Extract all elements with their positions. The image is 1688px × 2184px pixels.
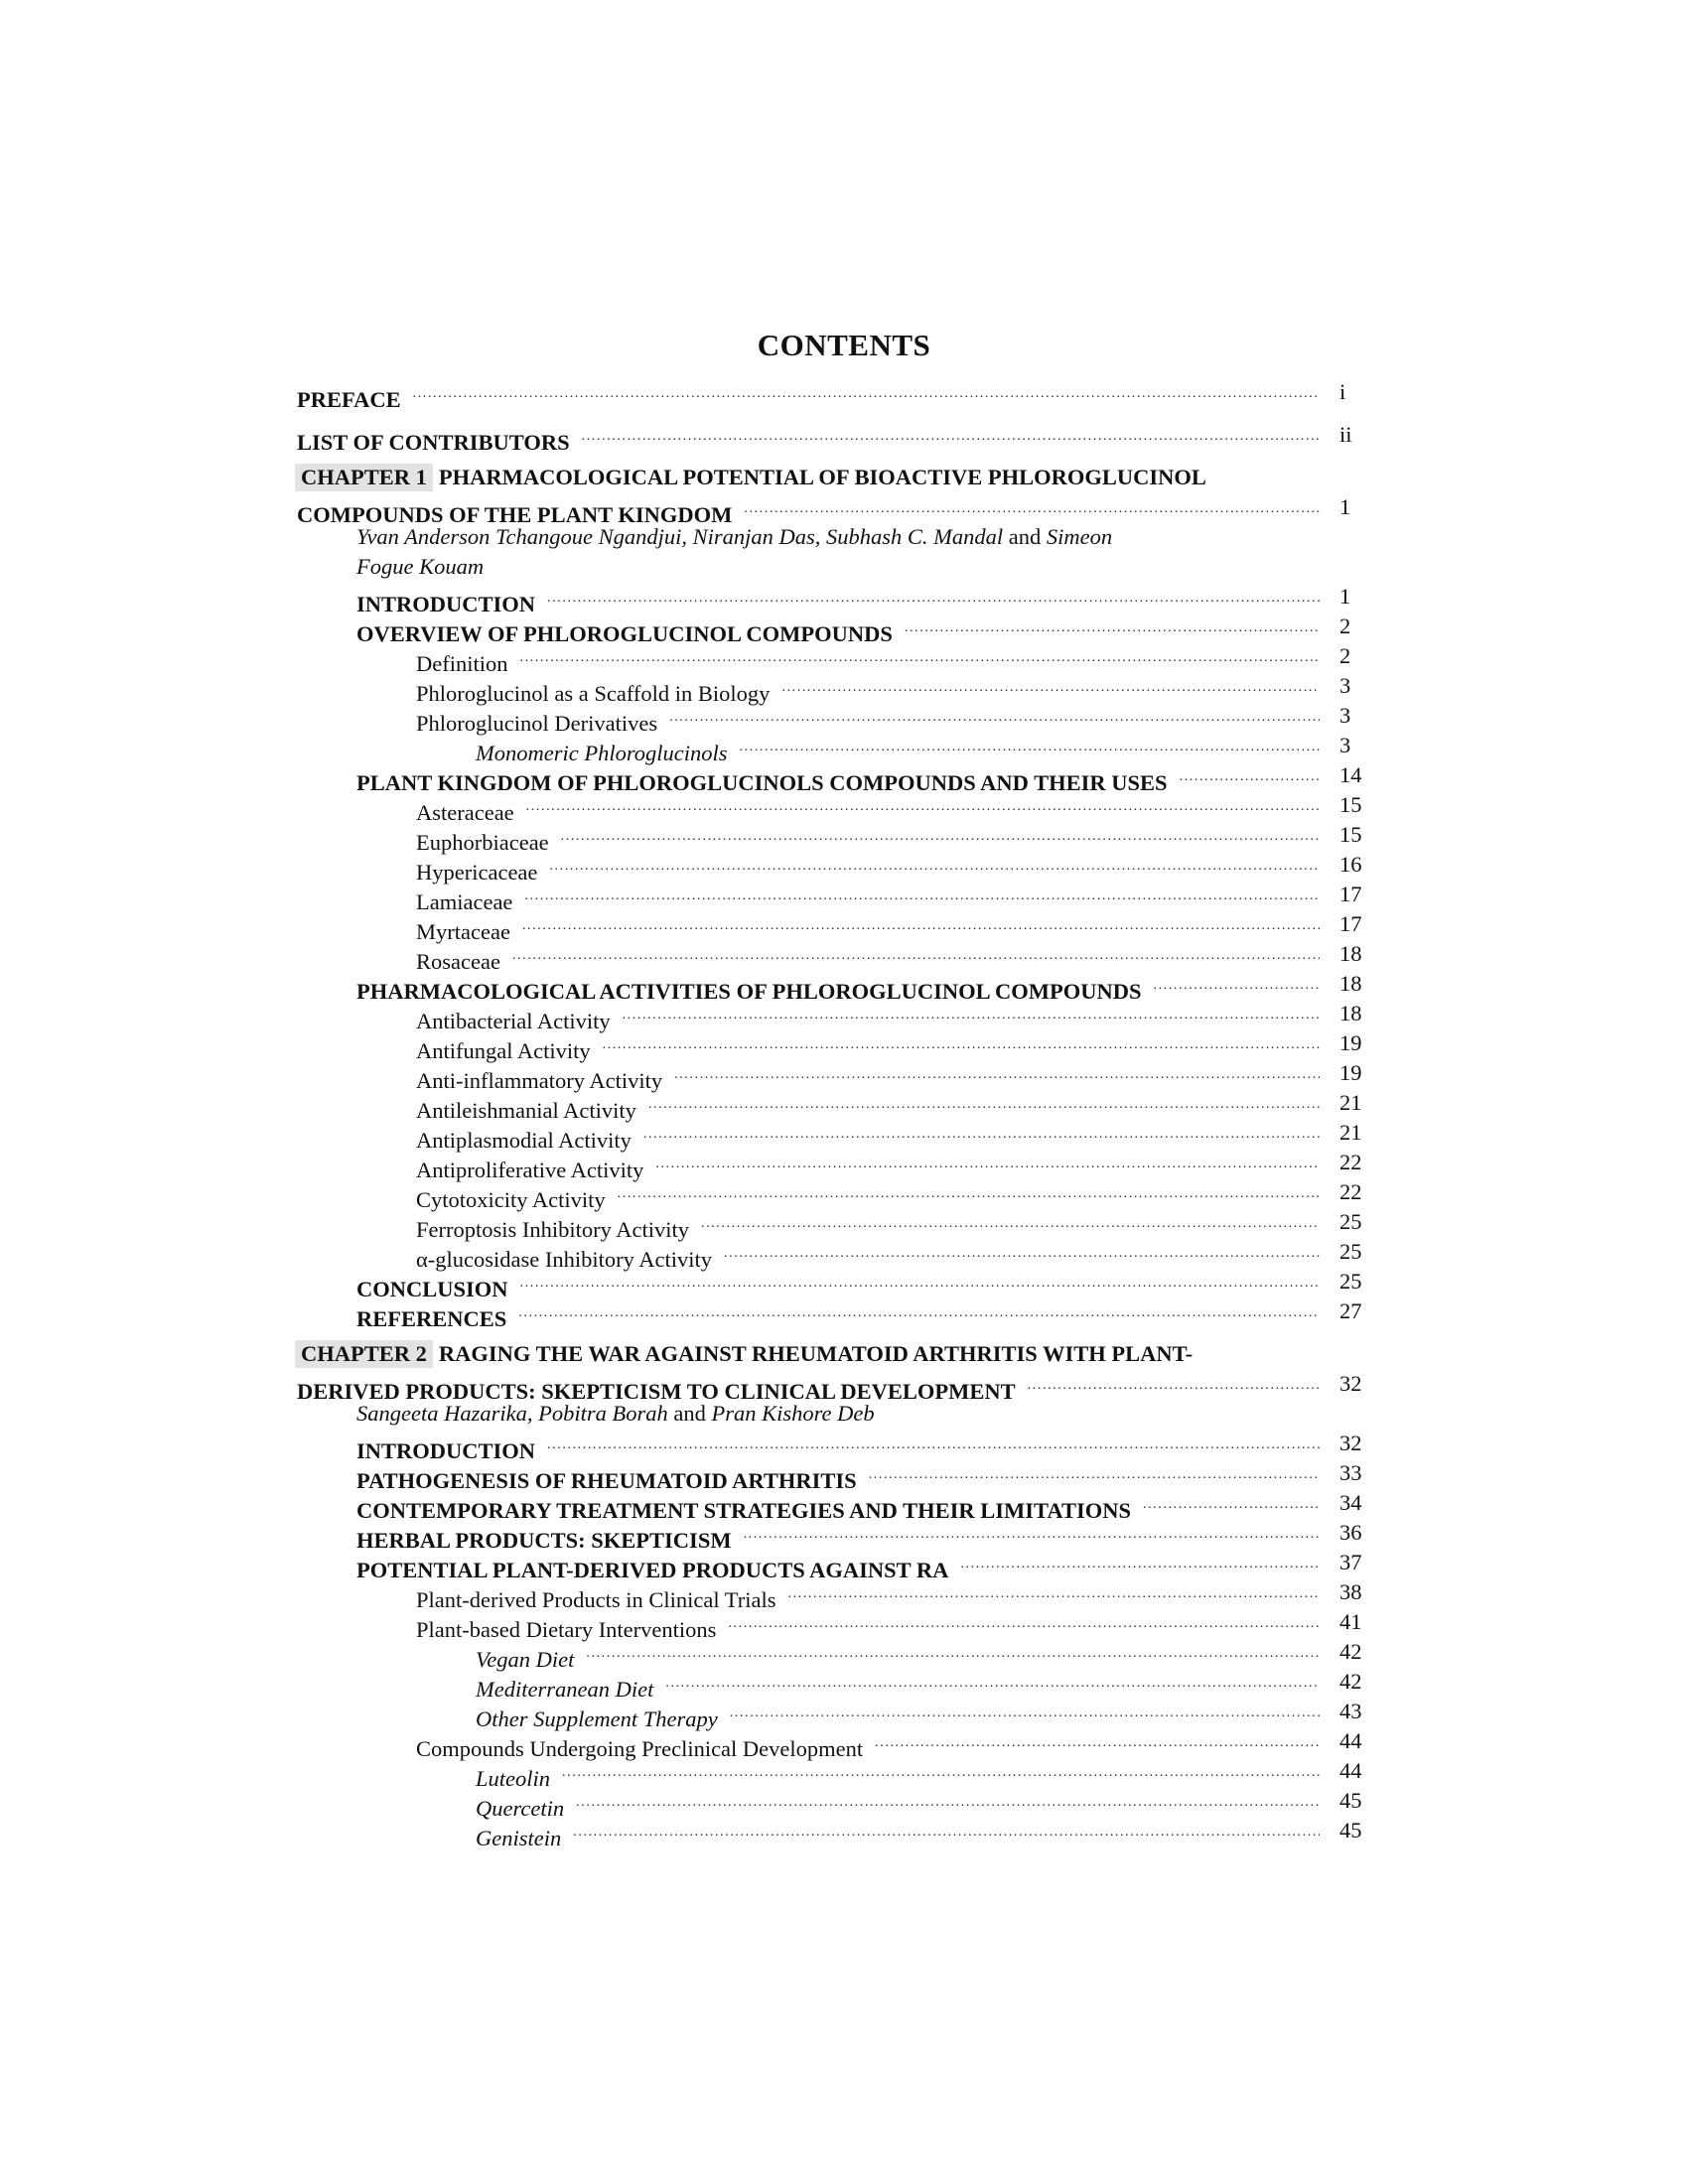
toc-entry-label: POTENTIAL PLANT-DERIVED PRODUCTS AGAINST RA <box>356 1558 949 1582</box>
toc-entry-label: INTRODUCTION <box>356 1438 536 1463</box>
toc-page-number: 15 <box>1339 792 1362 817</box>
toc-page-number: 32 <box>1339 1431 1362 1455</box>
dot-leader <box>524 880 1320 909</box>
toc-page-number: 15 <box>1339 822 1362 847</box>
chapter-title-line: RAGING THE WAR AGAINST RHEUMATOID ARTHRITIS WITH PLANT- <box>438 1341 1194 1366</box>
toc-entry[interactable] <box>297 1637 1379 1672</box>
toc-entry[interactable] <box>297 641 1379 676</box>
toc-page-number: 44 <box>1339 1758 1362 1783</box>
toc-entry-label: Ferroptosis Inhibitory Activity <box>416 1217 689 1242</box>
chapter-2-heading[interactable] <box>297 1339 1379 1369</box>
dot-leader <box>586 1637 1320 1667</box>
dot-leader <box>875 1726 1320 1756</box>
toc-entry[interactable] <box>297 760 1379 795</box>
toc-entry[interactable] <box>297 1148 1379 1182</box>
toc-entry[interactable] <box>297 1058 1379 1093</box>
dot-leader <box>518 1297 1320 1326</box>
toc-page-number: 45 <box>1339 1788 1362 1813</box>
toc-entry[interactable] <box>297 731 1379 765</box>
dot-leader <box>724 1237 1320 1267</box>
author-names: Yvan Anderson Tchangoue Ngandjui, Niranjan Das, Subhash C. Mandal <box>356 524 1004 549</box>
toc-entry[interactable] <box>297 1816 1379 1850</box>
toc-entry[interactable] <box>297 1458 1379 1493</box>
toc-entry-label: PATHOGENESIS OF RHEUMATOID ARTHRITIS <box>356 1468 857 1493</box>
dot-leader <box>547 1429 1320 1458</box>
toc-entry[interactable] <box>297 1518 1379 1553</box>
dot-leader <box>674 1058 1320 1088</box>
author-names: Sangeeta Hazarika, Pobitra Borah <box>356 1401 668 1426</box>
chapter-1-heading-cont[interactable] <box>297 492 1379 527</box>
toc-page-number: 1 <box>1339 584 1351 609</box>
dot-leader <box>1180 760 1320 790</box>
toc-entry[interactable] <box>297 1118 1379 1153</box>
dot-leader <box>643 1118 1320 1148</box>
toc-page-number: 18 <box>1339 971 1362 996</box>
chapter-title-line: DERIVED PRODUCTS: SKEPTICISM TO CLINICAL DEVELOPMENT <box>297 1379 1016 1404</box>
toc-page-number: 19 <box>1339 1030 1362 1055</box>
toc-entry-label: LIST OF CONTRIBUTORS <box>297 430 570 455</box>
chapter-2-authors <box>297 1399 1250 1429</box>
author-names: Simeon <box>1046 524 1113 549</box>
chapter-tag: CHAPTER 2 <box>295 1340 433 1368</box>
toc-entry[interactable] <box>297 1577 1379 1612</box>
dot-leader <box>701 1207 1320 1237</box>
toc-entry-label: Mediterranean Diet <box>476 1677 654 1702</box>
chapter-tag: CHAPTER 1 <box>295 464 433 491</box>
dot-leader <box>665 1667 1320 1697</box>
toc-entry[interactable] <box>297 880 1379 914</box>
author-names: Fogue Kouam <box>356 554 485 579</box>
toc-page-number: ii <box>1339 422 1352 447</box>
dot-leader <box>960 1548 1320 1577</box>
toc-page-number: 25 <box>1339 1209 1362 1234</box>
toc-entry-label: Antibacterial Activity <box>416 1009 611 1033</box>
toc-entry[interactable] <box>297 820 1379 855</box>
chapter-1-authors <box>297 522 1250 582</box>
dot-leader <box>603 1028 1320 1058</box>
toc-entry[interactable] <box>297 1667 1379 1702</box>
toc-entry-label: Antiplasmodial Activity <box>416 1128 632 1153</box>
dot-leader <box>547 582 1320 612</box>
toc-page-number: 43 <box>1339 1699 1362 1723</box>
toc-page-number: 14 <box>1339 762 1362 787</box>
toc-entry[interactable] <box>297 1237 1379 1272</box>
dot-leader <box>549 850 1320 880</box>
toc-page-number: i <box>1339 379 1346 404</box>
toc-entry[interactable] <box>297 671 1379 706</box>
dot-leader <box>582 420 1320 450</box>
dot-leader <box>740 731 1320 760</box>
toc-entry[interactable] <box>297 1756 1379 1791</box>
toc-entry[interactable] <box>297 790 1379 825</box>
dot-leader <box>781 671 1320 701</box>
toc-entry-label: PHARMACOLOGICAL ACTIVITIES OF PHLOROGLUCINOL COMPOUNDS <box>356 979 1142 1004</box>
toc-page-number: 21 <box>1339 1090 1362 1115</box>
dot-leader <box>744 1518 1320 1548</box>
toc-entry-label: Genistein <box>476 1826 562 1850</box>
dot-leader <box>512 939 1320 969</box>
toc-entry-label: Euphorbiaceae <box>416 830 549 855</box>
toc-entry-label: Rosaceae <box>416 949 500 974</box>
toc-entry-label: CONTEMPORARY TREATMENT STRATEGIES AND THEIR LIMITATIONS <box>356 1498 1131 1523</box>
dot-leader <box>519 641 1320 671</box>
toc-entry-label: Phloroglucinol Derivatives <box>416 711 658 736</box>
toc-entry-label: Antileishmanial Activity <box>416 1098 636 1123</box>
toc-page-number: 17 <box>1339 882 1362 906</box>
dot-leader <box>728 1607 1320 1637</box>
dot-leader <box>905 612 1320 641</box>
toc-entry-label: CONCLUSION <box>356 1277 508 1301</box>
toc-entry[interactable] <box>297 582 1379 616</box>
toc-entry-preface[interactable] <box>297 377 1379 412</box>
toc-page-number: 2 <box>1339 643 1351 668</box>
toc-page-number: 19 <box>1339 1060 1362 1085</box>
toc-page-number: 21 <box>1339 1120 1362 1145</box>
toc-entry-label: Other Supplement Therapy <box>476 1706 718 1731</box>
page-title: CONTENTS <box>757 328 931 362</box>
toc-page-number: 34 <box>1339 1490 1362 1515</box>
toc-page-number: 3 <box>1339 703 1351 728</box>
chapter-title-line: COMPOUNDS OF THE PLANT KINGDOM <box>297 502 733 527</box>
toc-entry[interactable] <box>297 939 1379 974</box>
toc-page-number: 22 <box>1339 1179 1362 1204</box>
toc-page-number: 37 <box>1339 1550 1362 1574</box>
chapter-2-heading-cont[interactable] <box>297 1369 1379 1404</box>
toc-entry-label: Anti-inflammatory Activity <box>416 1068 663 1093</box>
toc-entry[interactable] <box>297 1548 1379 1582</box>
toc-entry-contributors[interactable] <box>297 420 1379 455</box>
toc-entry[interactable] <box>297 1488 1379 1523</box>
toc-entry[interactable] <box>297 1607 1379 1642</box>
toc-page-number: 25 <box>1339 1269 1362 1294</box>
toc-entry-label: PREFACE <box>297 387 401 412</box>
toc-page-number: 1 <box>1339 494 1351 519</box>
toc-entry[interactable] <box>297 1697 1379 1731</box>
toc-entry-label: INTRODUCTION <box>356 592 536 616</box>
toc-entry[interactable] <box>297 701 1379 736</box>
toc-entry-label: Quercetin <box>476 1796 565 1821</box>
toc-entry-label: Luteolin <box>476 1766 551 1791</box>
toc-entry-label: OVERVIEW OF PHLOROGLUCINOL COMPOUNDS <box>356 621 893 646</box>
toc-entry-label: Antifungal Activity <box>416 1038 591 1063</box>
toc-entry[interactable] <box>297 1267 1379 1301</box>
toc-entry-label: Vegan Diet <box>476 1647 575 1672</box>
toc-entry-label: REFERENCES <box>356 1306 507 1331</box>
toc-page-number: 42 <box>1339 1639 1362 1664</box>
toc-entry[interactable] <box>297 1297 1379 1331</box>
toc-entry[interactable] <box>297 999 1379 1033</box>
toc-page-number: 18 <box>1339 1001 1362 1025</box>
toc-entry-label: HERBAL PRODUCTS: SKEPTICISM <box>356 1528 732 1553</box>
toc-entry[interactable] <box>297 1786 1379 1821</box>
toc-entry[interactable] <box>297 1028 1379 1063</box>
dot-leader <box>669 701 1320 731</box>
toc-entry-label: Plant-derived Products in Clinical Trials <box>416 1587 776 1612</box>
toc-entry[interactable] <box>297 850 1379 885</box>
toc-page-number: 16 <box>1339 852 1362 877</box>
toc-entry-label: Cytotoxicity Activity <box>416 1187 606 1212</box>
dot-leader <box>573 1816 1320 1845</box>
toc-entry[interactable] <box>297 1429 1379 1463</box>
toc-entry-label: Phloroglucinol as a Scaffold in Biology <box>416 681 771 706</box>
toc-entry[interactable] <box>297 1726 1379 1761</box>
dot-leader <box>648 1088 1320 1118</box>
toc-entry-label: Plant-based Dietary Interventions <box>416 1617 717 1642</box>
toc-page-number: 18 <box>1339 941 1362 966</box>
chapter-title-line: PHARMACOLOGICAL POTENTIAL OF BIOACTIVE PHLOROGLUCINOL <box>438 465 1206 489</box>
author-conjunction: and <box>673 1401 706 1426</box>
dot-leader <box>1143 1488 1320 1518</box>
toc-page-number: 41 <box>1339 1609 1362 1634</box>
toc-entry[interactable] <box>297 1177 1379 1212</box>
dot-leader <box>744 492 1320 522</box>
table-of-contents <box>297 377 1379 1850</box>
toc-page-number: 25 <box>1339 1239 1362 1264</box>
author-names: Pran Kishore Deb <box>711 1401 875 1426</box>
dot-leader <box>576 1786 1320 1816</box>
toc-entry-label: Lamiaceae <box>416 889 513 914</box>
toc-entry-label: Hypericaceae <box>416 860 538 885</box>
dot-leader <box>520 1267 1320 1297</box>
dot-leader <box>562 1756 1320 1786</box>
dot-leader <box>618 1177 1320 1207</box>
dot-leader <box>655 1148 1320 1177</box>
toc-page-number: 38 <box>1339 1579 1362 1604</box>
dot-leader <box>623 999 1320 1028</box>
toc-page-number: 2 <box>1339 614 1351 638</box>
dot-leader <box>730 1697 1320 1726</box>
dot-leader <box>1028 1369 1320 1399</box>
toc-page-number: 17 <box>1339 911 1362 936</box>
toc-entry[interactable] <box>297 612 1379 646</box>
toc-entry-label: Antiproliferative Activity <box>416 1158 644 1182</box>
toc-entry[interactable] <box>297 1207 1379 1242</box>
toc-page-number: 45 <box>1339 1818 1362 1843</box>
dot-leader <box>1154 969 1321 999</box>
toc-entry-label: PLANT KINGDOM OF PHLOROGLUCINOLS COMPOUNDS AND THEIR USES <box>356 770 1168 795</box>
toc-entry[interactable] <box>297 909 1379 944</box>
toc-entry[interactable] <box>297 969 1379 1004</box>
toc-entry-label: Compounds Undergoing Preclinical Development <box>416 1736 864 1761</box>
toc-page-number: 27 <box>1339 1298 1362 1323</box>
toc-page-number: 32 <box>1339 1371 1362 1396</box>
toc-page-number: 33 <box>1339 1460 1362 1485</box>
dot-leader <box>526 790 1320 820</box>
toc-entry-label: Myrtaceae <box>416 919 510 944</box>
toc-entry-label: α-glucosidase Inhibitory Activity <box>416 1247 712 1272</box>
author-conjunction: and <box>1008 524 1042 549</box>
toc-page-number: 44 <box>1339 1728 1362 1753</box>
toc-entry[interactable] <box>297 1088 1379 1123</box>
dot-leader <box>787 1577 1320 1607</box>
toc-entry-label: Asteraceae <box>416 800 514 825</box>
chapter-1-heading[interactable] <box>297 463 1379 492</box>
dot-leader <box>561 820 1320 850</box>
toc-entry-label: Monomeric Phloroglucinols <box>476 741 728 765</box>
toc-page-number: 3 <box>1339 733 1351 757</box>
toc-page-number: 3 <box>1339 673 1351 698</box>
dot-leader <box>869 1458 1320 1488</box>
toc-page-number: 22 <box>1339 1150 1362 1174</box>
dot-leader <box>522 909 1320 939</box>
dot-leader <box>413 377 1320 407</box>
toc-page-number: 36 <box>1339 1520 1362 1545</box>
toc-page-number: 42 <box>1339 1669 1362 1694</box>
toc-entry-label: Definition <box>416 651 508 676</box>
